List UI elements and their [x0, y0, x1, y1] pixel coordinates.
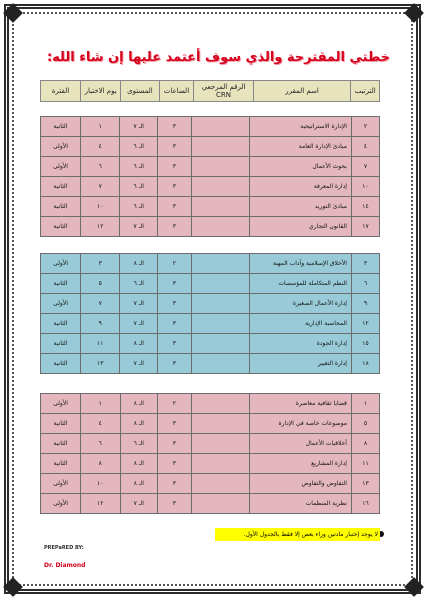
- cell-exam-day: ١١: [80, 334, 120, 354]
- cell-period: الأولى: [41, 394, 81, 414]
- cell-exam-day: ٨: [80, 454, 120, 474]
- cell-period: الثانية: [41, 274, 81, 294]
- cell-exam-day: ١٢: [80, 217, 120, 237]
- cell-hours: ٣: [158, 177, 192, 197]
- cell-course-name: مبادئ التوريد: [250, 197, 352, 217]
- cell-course-name: أخلاقيات الأعمال: [250, 434, 352, 454]
- cell-order: ١٥: [351, 334, 379, 354]
- cell-hours: ٢: [158, 254, 192, 274]
- cell-period: الأولى: [41, 137, 81, 157]
- cell-period: الثانية: [41, 434, 81, 454]
- table-row: [41, 177, 380, 197]
- cell-level: الـ ٧: [120, 314, 158, 334]
- cell-exam-day: ٧: [80, 294, 120, 314]
- table-row: [41, 197, 380, 217]
- cell-order: ١٦: [351, 494, 379, 514]
- cell-crn: [191, 334, 249, 354]
- cell-level: الـ ٦: [120, 197, 158, 217]
- cell-period: الأولى: [41, 494, 81, 514]
- cell-course-name: المحاسبة الإدارية: [250, 314, 352, 334]
- cell-level: الـ ٦: [120, 157, 158, 177]
- header-crn: الرقم المرجعي CRN: [194, 81, 254, 102]
- cell-crn: [191, 414, 249, 434]
- cell-level: الـ ٦: [120, 274, 158, 294]
- cell-hours: ٣: [158, 274, 192, 294]
- cell-hours: ٣: [158, 474, 192, 494]
- cell-course-name: نظرية المنظمات: [250, 494, 352, 514]
- cell-order: ٥: [351, 414, 379, 434]
- header-hours: الساعات: [159, 81, 194, 102]
- schedule-header: [40, 80, 380, 102]
- table-row: [41, 434, 380, 454]
- course-group-3: [40, 393, 380, 514]
- cell-crn: [191, 454, 249, 474]
- table-row: [41, 314, 380, 334]
- cell-order: ٦: [351, 274, 379, 294]
- cell-crn: [191, 254, 249, 274]
- cell-hours: ٣: [158, 354, 192, 374]
- cell-order: ٨: [351, 434, 379, 454]
- cell-period: الأولى: [41, 474, 81, 494]
- cell-period: الأولى: [41, 294, 81, 314]
- cell-crn: [191, 354, 249, 374]
- header-course: اسم المقرر: [253, 81, 351, 102]
- header-order: الترتيب: [351, 81, 380, 102]
- cell-period: الثانية: [41, 354, 81, 374]
- cell-hours: ٣: [158, 414, 192, 434]
- cell-crn: [191, 177, 249, 197]
- cell-order: ١٠: [351, 177, 379, 197]
- cell-period: الثانية: [41, 217, 81, 237]
- cell-order: ١: [351, 394, 379, 414]
- cell-level: الـ ٦: [120, 137, 158, 157]
- cell-exam-day: ٤: [80, 137, 120, 157]
- cell-crn: [191, 137, 249, 157]
- cell-order: ٤: [351, 137, 379, 157]
- cell-hours: ٣: [158, 494, 192, 514]
- cell-course-name: إدارة الأعمال الصغيرة: [250, 294, 352, 314]
- cell-crn: [191, 294, 249, 314]
- cell-course-name: التفاوض والتفاوض: [250, 474, 352, 494]
- cell-level: الـ ٦: [120, 177, 158, 197]
- cell-course-name: إدارة الجودة: [250, 334, 352, 354]
- cell-period: الثانية: [41, 177, 81, 197]
- cell-course-name: إدارة التغيير: [250, 354, 352, 374]
- cell-order: ١٧: [351, 217, 379, 237]
- table-row: [41, 394, 380, 414]
- table-row: [41, 474, 380, 494]
- cell-level: الـ ٨: [120, 454, 158, 474]
- cell-crn: [191, 217, 249, 237]
- cell-hours: ٣: [158, 294, 192, 314]
- cell-period: الأولى: [41, 157, 81, 177]
- cell-crn: [191, 274, 249, 294]
- cell-crn: [191, 494, 249, 514]
- cell-hours: ٣: [158, 434, 192, 454]
- cell-order: ١٢: [351, 314, 379, 334]
- table-row: [41, 117, 380, 137]
- cell-level: الـ ٧: [120, 354, 158, 374]
- cell-level: الـ ٨: [120, 414, 158, 434]
- cell-exam-day: ١٢: [80, 494, 120, 514]
- cell-order: ٣: [351, 254, 379, 274]
- cell-exam-day: ٧: [80, 177, 120, 197]
- cell-course-name: القانون التجاري: [250, 217, 352, 237]
- cell-course-name: موضوعات خاصة في الإدارة: [250, 414, 352, 434]
- cell-hours: ٣: [158, 217, 192, 237]
- cell-level: الـ ٧: [120, 217, 158, 237]
- cell-course-name: الأخلاق الإسلامية وآداب المهنة: [250, 254, 352, 274]
- cell-order: ٧: [351, 157, 379, 177]
- cell-level: الـ ٨: [120, 394, 158, 414]
- cell-crn: [191, 394, 249, 414]
- cell-exam-day: ١٠: [80, 197, 120, 217]
- cell-level: الـ ٧: [120, 294, 158, 314]
- cell-exam-day: ٦: [80, 434, 120, 454]
- cell-crn: [191, 314, 249, 334]
- cell-crn: [191, 474, 249, 494]
- cell-period: الأولى: [41, 254, 81, 274]
- cell-crn: [191, 117, 249, 137]
- cell-hours: ٣: [158, 137, 192, 157]
- cell-exam-day: ١٠: [80, 474, 120, 494]
- cell-exam-day: ٤: [80, 414, 120, 434]
- table-row: [41, 414, 380, 434]
- cell-hours: ٣: [158, 454, 192, 474]
- cell-period: الثانية: [41, 197, 81, 217]
- cell-exam-day: ١: [80, 394, 120, 414]
- cell-order: ٢: [351, 117, 379, 137]
- cell-period: الثانية: [41, 314, 81, 334]
- cell-exam-day: ٥: [80, 274, 120, 294]
- cell-course-name: مبادئ الإدارة العامة: [250, 137, 352, 157]
- table-row: [41, 494, 380, 514]
- cell-level: الـ ٨: [120, 334, 158, 354]
- table-row: [41, 254, 380, 274]
- cell-hours: ٣: [158, 117, 192, 137]
- cell-course-name: النظم المتكاملة للمؤسسات: [250, 274, 352, 294]
- cell-period: الثانية: [41, 454, 81, 474]
- cell-exam-day: ٣: [80, 254, 120, 274]
- course-group-2: [40, 253, 380, 374]
- cell-level: الـ ٧: [120, 494, 158, 514]
- cell-hours: ٢: [158, 394, 192, 414]
- cell-crn: [191, 157, 249, 177]
- cell-exam-day: ١٣: [80, 354, 120, 374]
- table-row: [41, 137, 380, 157]
- prepared-by-label: PREPaRED BY:: [44, 545, 84, 551]
- cell-level: الـ ٨: [120, 254, 158, 274]
- cell-order: ١٨: [351, 354, 379, 374]
- header-period: الفترة: [41, 81, 81, 102]
- table-row: [41, 274, 380, 294]
- course-group-1: [40, 116, 380, 237]
- cell-level: الـ ٨: [120, 474, 158, 494]
- cell-exam-day: ٦: [80, 157, 120, 177]
- cell-order: ١٣: [351, 474, 379, 494]
- cell-course-name: بحوث الأعمال: [250, 157, 352, 177]
- header-exam-day: يوم الاختبار: [81, 81, 121, 102]
- cell-exam-day: ٩: [80, 314, 120, 334]
- exam-note: لا يوجد إختبار مادتين وراء بعض إلا فقط بالجدول الأول.: [215, 528, 380, 541]
- author-name: Dr. Diamond: [44, 562, 86, 569]
- cell-level: الـ ٧: [120, 117, 158, 137]
- table-row: [41, 157, 380, 177]
- cell-order: ١٤: [351, 197, 379, 217]
- table-row: [41, 334, 380, 354]
- cell-course-name: إدارة المشاريع: [250, 454, 352, 474]
- cell-hours: ٣: [158, 334, 192, 354]
- header-level: المستوى: [121, 81, 159, 102]
- cell-hours: ٣: [158, 197, 192, 217]
- cell-crn: [191, 434, 249, 454]
- cell-period: الثانية: [41, 117, 81, 137]
- page-title: خطتي المقترحة والذي سوف أعتمد عليها إن شاء الله:: [46, 50, 390, 65]
- cell-order: ٩: [351, 294, 379, 314]
- table-row: [41, 294, 380, 314]
- cell-course-name: الإدارة الاستراتيجية: [250, 117, 352, 137]
- cell-exam-day: ١: [80, 117, 120, 137]
- table-row: [41, 454, 380, 474]
- table-row: [41, 217, 380, 237]
- table-row: [41, 354, 380, 374]
- cell-hours: ٣: [158, 157, 192, 177]
- cell-period: الثانية: [41, 414, 81, 434]
- cell-course-name: قضايا ثقافية معاصرة: [250, 394, 352, 414]
- cell-order: ١١: [351, 454, 379, 474]
- cell-crn: [191, 197, 249, 217]
- cell-hours: ٣: [158, 314, 192, 334]
- cell-level: الـ ٦: [120, 434, 158, 454]
- cell-period: الثانية: [41, 334, 81, 354]
- cell-course-name: إدارة المعرفة: [250, 177, 352, 197]
